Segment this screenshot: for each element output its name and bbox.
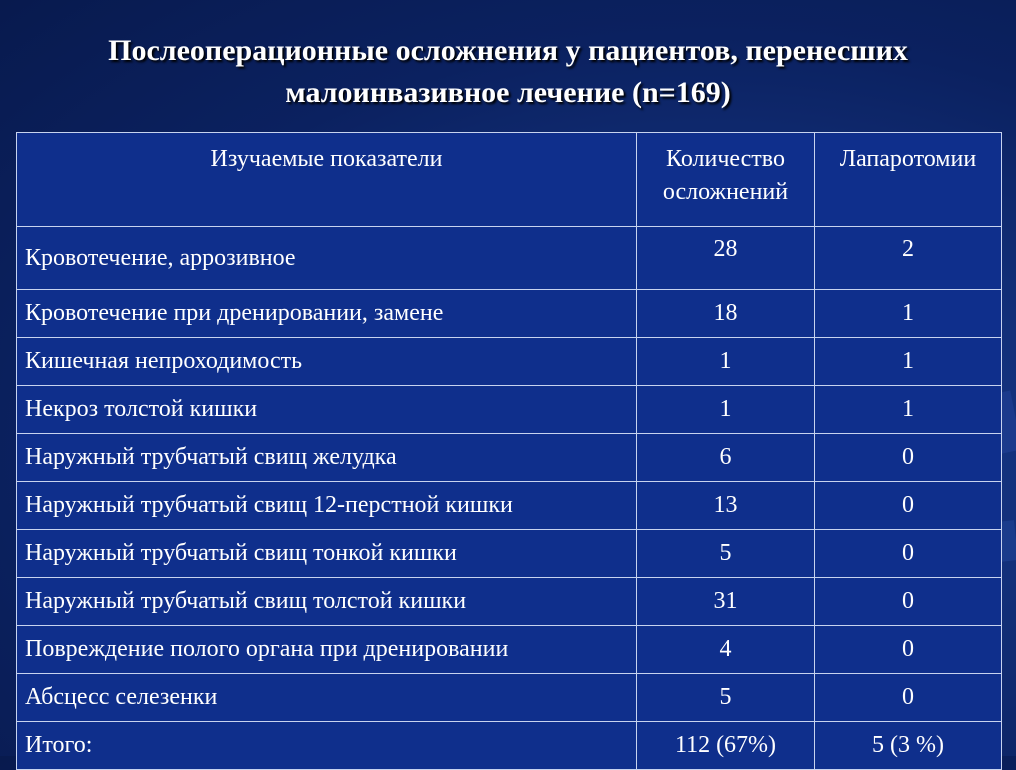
- table-row: [17, 434, 1002, 482]
- row-label: Абсцесс селезенки: [17, 674, 637, 722]
- row-count: 28: [637, 227, 815, 290]
- total-label: Итого:: [17, 722, 637, 770]
- table-row: [17, 626, 1002, 674]
- table-row: [17, 674, 1002, 722]
- header-laparotomies: Лапаротомии: [815, 133, 1002, 227]
- table-row: [17, 338, 1002, 386]
- complications-table: [16, 132, 1002, 770]
- table-row: [17, 290, 1002, 338]
- row-count: 18: [637, 290, 815, 338]
- table-row: [17, 482, 1002, 530]
- row-label: Кишечная непроходимость: [17, 338, 637, 386]
- table-header-row: [17, 133, 1002, 227]
- table-row: [17, 386, 1002, 434]
- table-total-row: [17, 722, 1002, 770]
- row-laparotomy: 0: [815, 482, 1002, 530]
- row-laparotomy: 1: [815, 290, 1002, 338]
- row-laparotomy: 0: [815, 578, 1002, 626]
- table-row: [17, 530, 1002, 578]
- header-complications-count: Количество осложнений: [637, 133, 815, 227]
- row-laparotomy: 1: [815, 338, 1002, 386]
- row-count: 1: [637, 386, 815, 434]
- title-line-2: малоинвазивное лечение (n=169): [285, 76, 731, 109]
- row-laparotomy: 0: [815, 674, 1002, 722]
- row-label: Наружный трубчатый свищ желудка: [17, 434, 637, 482]
- row-count: 13: [637, 482, 815, 530]
- row-count: 4: [637, 626, 815, 674]
- row-laparotomy: 0: [815, 530, 1002, 578]
- table-row: [17, 227, 1002, 290]
- row-count: 5: [637, 530, 815, 578]
- row-laparotomy: 0: [815, 626, 1002, 674]
- title-line-1: Послеоперационные осложнения у пациентов, перенесших: [108, 34, 908, 67]
- row-laparotomy: 2: [815, 227, 1002, 290]
- row-count: 1: [637, 338, 815, 386]
- row-count: 6: [637, 434, 815, 482]
- header-indicators: Изучаемые показатели: [17, 133, 637, 227]
- total-count: 112 (67%): [637, 722, 815, 770]
- row-label: Наружный трубчатый свищ толстой кишки: [17, 578, 637, 626]
- row-count: 5: [637, 674, 815, 722]
- row-label: Кровотечение, аррозивное: [17, 227, 637, 290]
- row-label: Наружный трубчатый свищ тонкой кишки: [17, 530, 637, 578]
- row-laparotomy: 1: [815, 386, 1002, 434]
- slide-title: [0, 30, 1016, 114]
- row-label: Некроз толстой кишки: [17, 386, 637, 434]
- row-count: 31: [637, 578, 815, 626]
- row-label: Наружный трубчатый свищ 12-перстной кишки: [17, 482, 637, 530]
- table-row: [17, 578, 1002, 626]
- total-laparotomy: 5 (3 %): [815, 722, 1002, 770]
- row-label: Повреждение полого органа при дренировании: [17, 626, 637, 674]
- row-label: Кровотечение при дренировании, замене: [17, 290, 637, 338]
- row-laparotomy: 0: [815, 434, 1002, 482]
